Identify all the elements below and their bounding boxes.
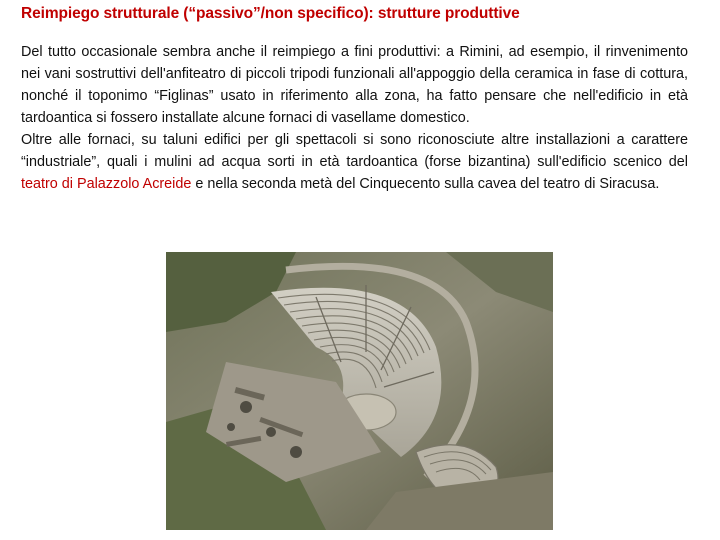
palazzolo-acreide-link[interactable]: teatro di Palazzolo Acreide [21, 176, 192, 192]
theatre-aerial-photo [166, 252, 553, 530]
paragraph-figlinas: Del tutto occasionale sembra anche il reimpiego a fini produttivi: a Rimini, ad esempio, il rinvenimento nei vani sostruttivi dell'anfiteatro di piccoli tripodi funzionali all'appoggio della ceramica in fase di cottura, nonché il toponimo “Figlinas” usato in riferimento alla zona, ha fatto pensare che nell'edificio in età tardoantica si fossero installate alcune fornaci di vasellame domestico. [21, 44, 688, 126]
paragraph-mills [21, 129, 688, 195]
body-text [21, 41, 688, 195]
paragraph-text-after: e nella seconda metà del Cinquecento sulla cavea del teatro di Siracusa. [191, 176, 660, 192]
paragraph-text-before: Oltre alle fornaci, su taluni edifici per gli spettacoli si sono riconosciute altre installazioni a carattere “industriale”, quali i mulini ad acqua sorti in età tardoantica (forse bizantina) sull'edificio scenico del [21, 132, 688, 170]
slide-title: Reimpiego strutturale (“passivo”/non specifico): strutture produttive [21, 5, 520, 22]
